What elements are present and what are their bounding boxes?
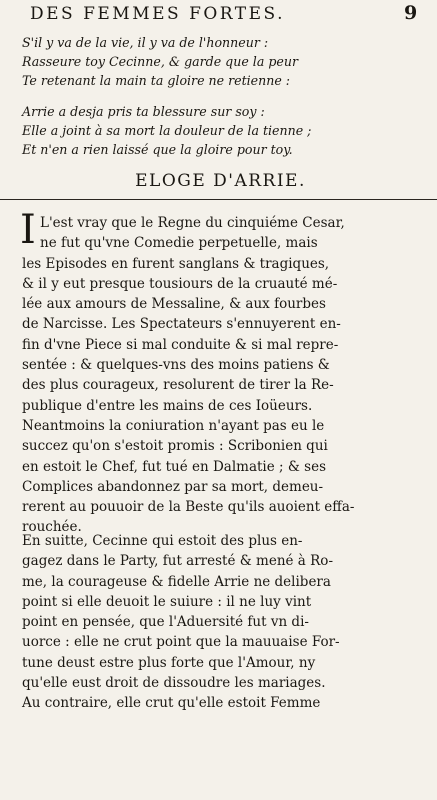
text-line: rerent au pouuoir de la Beste qu'ils auoient effa-: [22, 499, 355, 516]
text-line: des plus courageux, resolurent de tirer la Re-: [22, 377, 334, 394]
text-line: publique d'entre les mains de ces Ioüeurs.: [22, 397, 313, 414]
text-line: Neantmoins la coniuration n'ayant pas eu le: [22, 417, 325, 434]
page-number: 9: [404, 2, 418, 24]
title-rule: [0, 199, 437, 200]
text-line: point si elle deuoit le suiure : il ne luy vint: [22, 593, 312, 610]
verse-line: Arrie a desja pris ta blessure sur soy :: [22, 104, 265, 119]
verse-line: Te retenant la main ta gloire ne retienne :: [22, 73, 291, 88]
text-line: me, la courageuse & fidelle Arrie ne delibera: [22, 573, 331, 590]
section-title-text: ELOGE D'ARRIE.: [135, 171, 306, 191]
text-line: tune deust estre plus forte que l'Amour, ny: [22, 654, 316, 671]
paragraph-1: [22, 213, 422, 538]
text-line: ne fut qu'vne Comedie perpetuelle, mais: [40, 235, 318, 252]
verse-line: Rasseure toy Cecinne, & garde que la peur: [22, 54, 298, 69]
verse-line: S'il y va de la vie, il y va de l'honneur :: [22, 35, 269, 50]
verse-stanza-2: [22, 102, 422, 159]
text-line: rouchée.: [22, 519, 82, 536]
paragraph-2: [22, 531, 422, 714]
text-line: L'est vray que le Regne du cinquiéme Cesar,: [40, 215, 345, 231]
verse-stanza-1: [22, 33, 422, 90]
text-line: qu'elle eust droit de dissoudre les mariages.: [22, 675, 326, 692]
text-line: gagez dans le Party, fut arresté & mené à Ro-: [22, 553, 334, 570]
text-line: point en pensée, que l'Aduersité fut vn di-: [22, 614, 309, 631]
text-line: sentée : & quelques-vns des moins patiens &: [22, 357, 330, 374]
text-line: fin d'vne Piece si mal conduite & si mal repre-: [22, 336, 339, 353]
text-line: de Narcisse. Les Spectateurs s'ennuyerent en-: [22, 316, 341, 333]
section-title: [0, 171, 437, 191]
verse-line: Elle a joint à sa mort la douleur de la tienne ;: [22, 123, 312, 138]
text-line: Complices abandonnez par sa mort, demeu-: [22, 478, 324, 495]
text-line: uorce : elle ne crut point que la mauuaise For-: [22, 634, 340, 651]
verse-line: Et n'en a rien laissé que la gloire pour toy.: [22, 142, 293, 157]
text-line: En suitte, Cecinne qui estoit des plus en-: [22, 533, 303, 549]
text-line: Au contraire, elle crut qu'elle estoit Femme: [22, 695, 321, 712]
text-line: les Episodes en furent sanglans & tragiques,: [22, 255, 330, 272]
drop-cap: I: [20, 207, 36, 253]
running-head: DES FEMMES FORTES.: [30, 4, 285, 24]
text-line: en estoit le Chef, fut tué en Dalmatie ; & ses: [22, 458, 327, 475]
text-line: succez qu'on s'estoit promis : Scribonien qui: [22, 438, 328, 455]
text-line: lée aux amours de Messaline, & aux fourbes: [22, 296, 326, 313]
text-line: & il y eut presque tousiours de la cruauté mé-: [22, 275, 338, 292]
